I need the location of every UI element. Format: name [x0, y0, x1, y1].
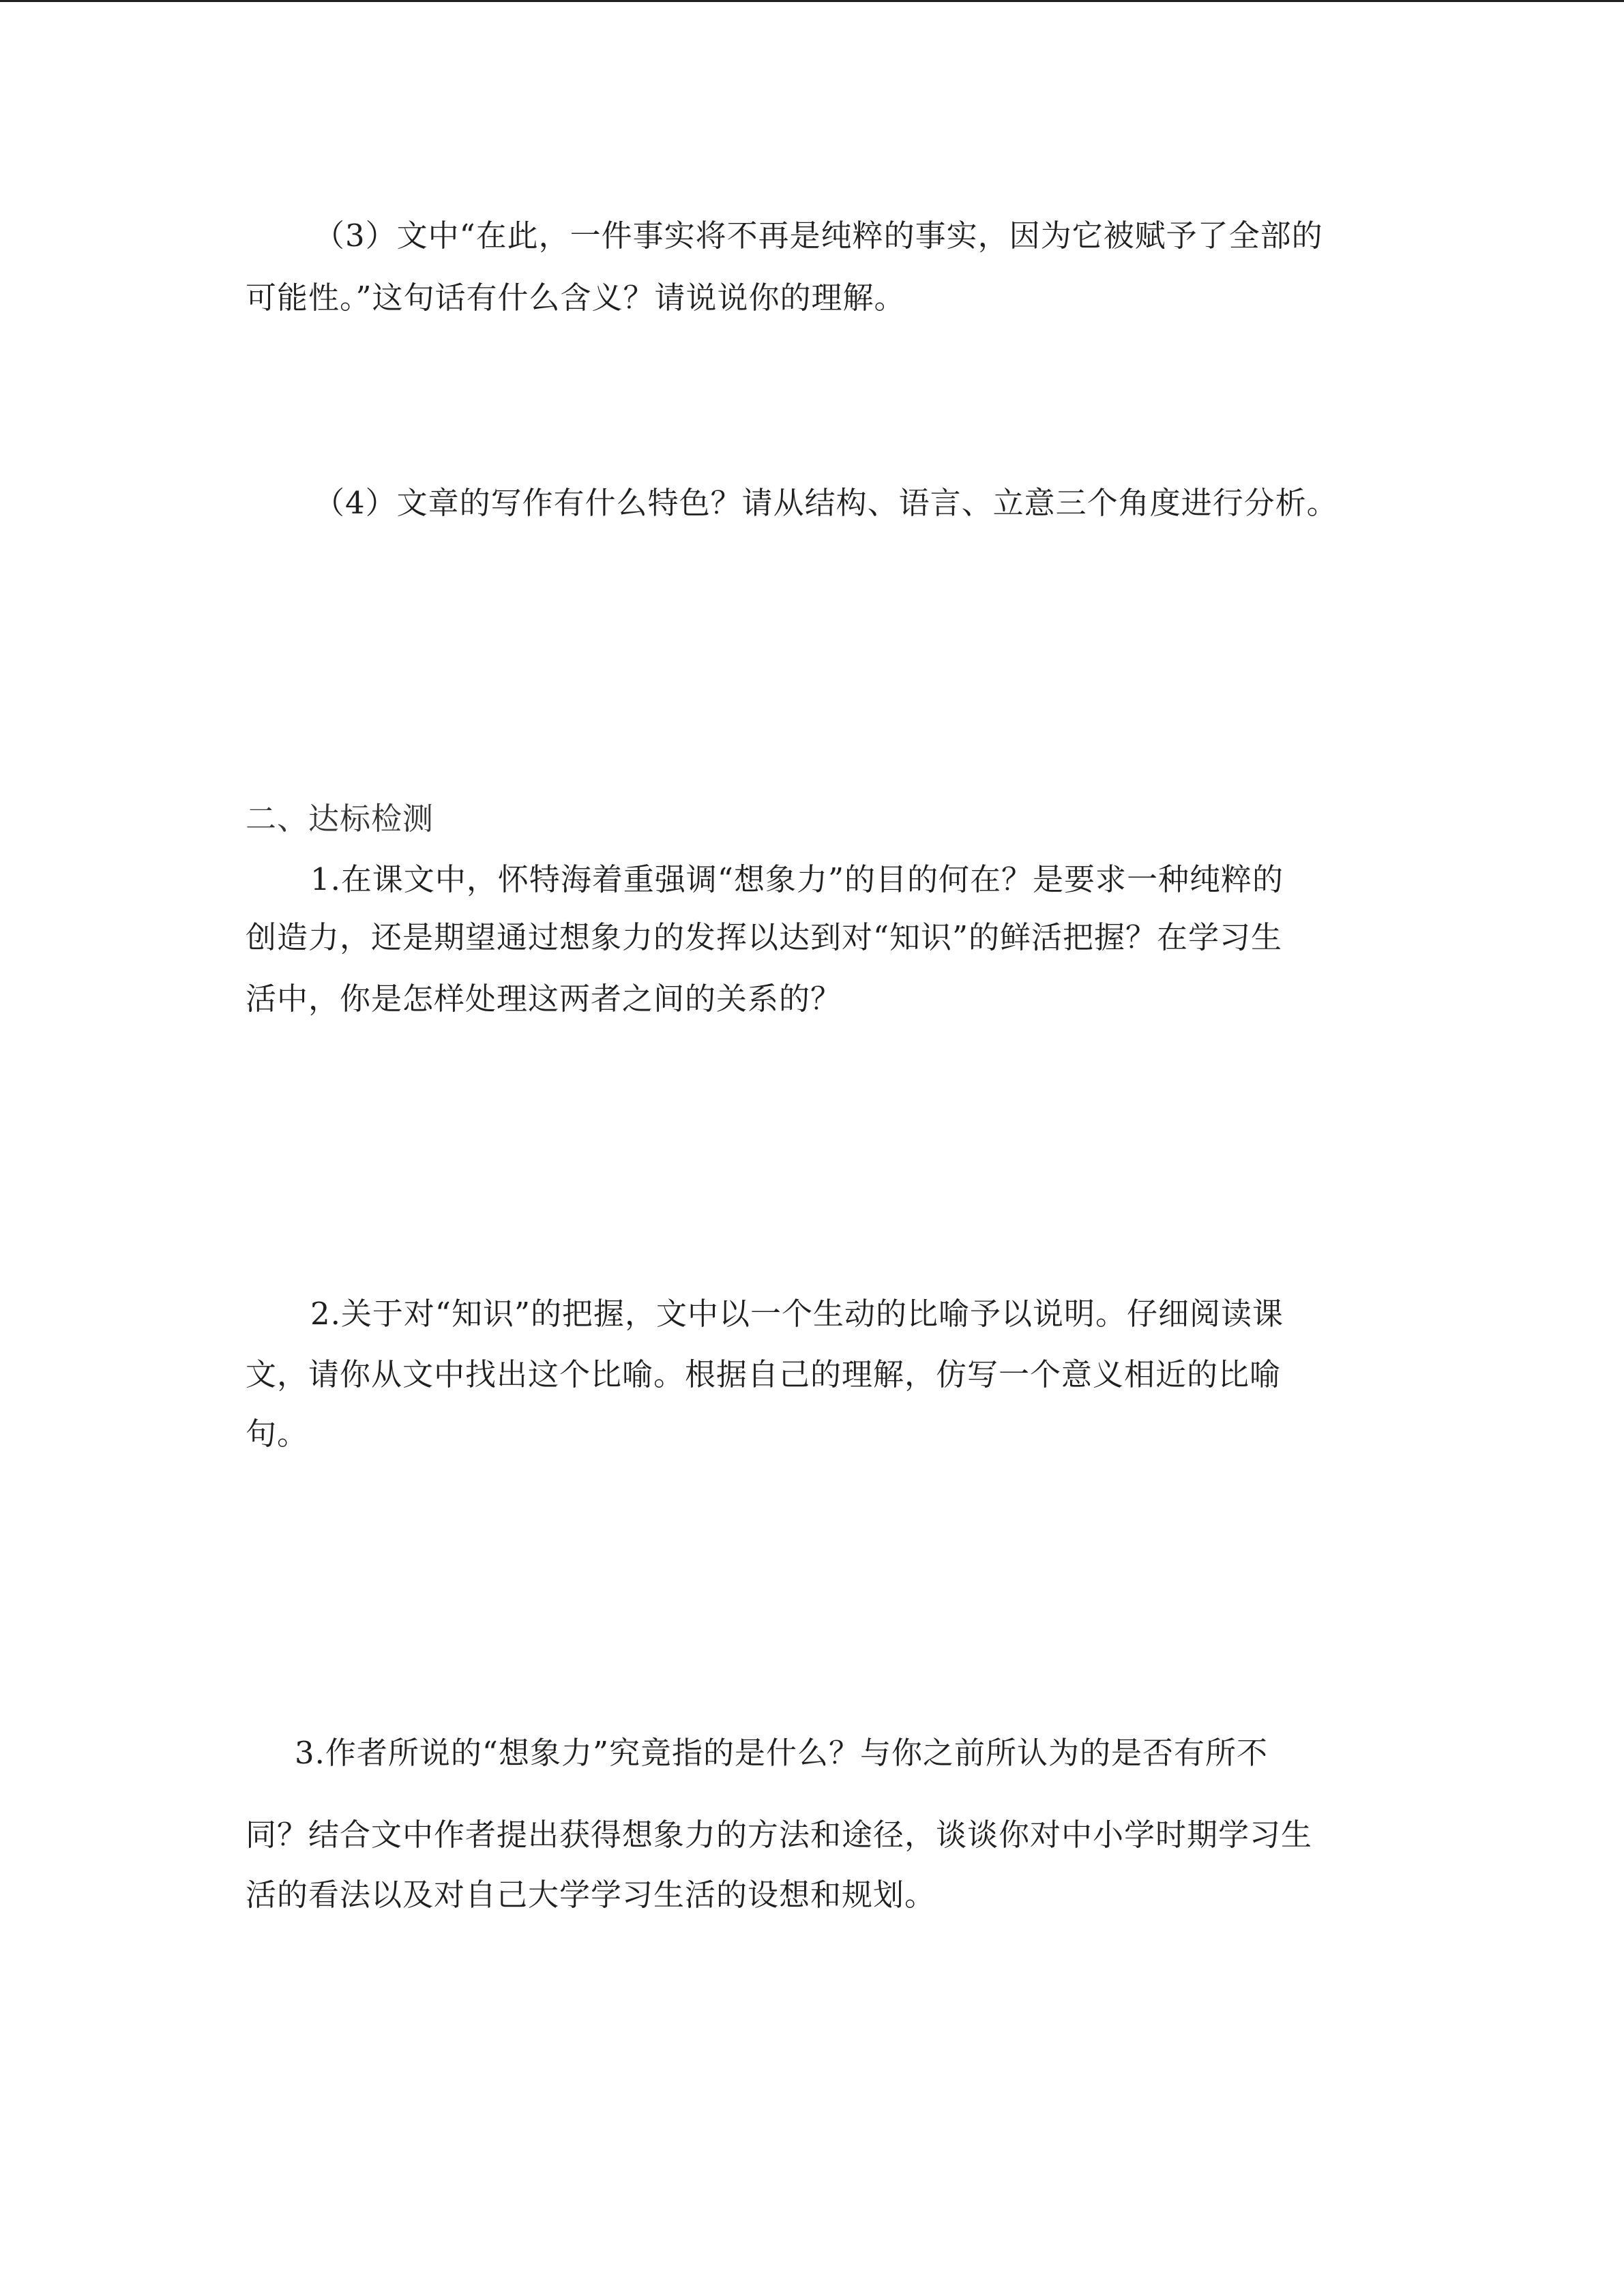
reading-question-3-line-1: （3）文中“在此，一件事实将不再是纯粹的事实，因为它被赋予了全部的	[314, 218, 1323, 254]
section-title-assessment: 二、达标检测	[246, 801, 434, 837]
assessment-question-1-line-1: 1.在课文中，怀特海着重强调“想象力”的目的何在？是要求一种纯粹的	[310, 861, 1284, 897]
assessment-question-2-line-2: 文，请你从文中找出这个比喻。根据自己的理解，仿写一个意义相近的比喻	[246, 1356, 1282, 1392]
reading-question-4: （4）文章的写作有什么特色？请从结构、语言、立意三个角度进行分析。	[314, 485, 1338, 521]
assessment-question-3-line-2: 同？结合文中作者提出获得想象力的方法和途径，谈谈你对中小学时期学习生	[246, 1817, 1313, 1853]
assessment-question-2-line-3: 句。	[246, 1416, 309, 1452]
assessment-question-3-line-1: 3.作者所说的“想象力”究竟指的是什么？与你之前所认为的是否有所不	[295, 1735, 1268, 1771]
assessment-question-1-line-2: 创造力，还是期望通过想象力的发挥以达到对“知识”的鲜活把握？在学习生	[246, 919, 1283, 955]
assessment-question-3-line-3: 活的看法以及对自己大学学习生活的设想和规划。	[246, 1877, 936, 1913]
reading-question-3-line-2: 可能性。”这句话有什么含义？请说说你的理解。	[246, 280, 906, 316]
assessment-question-1-line-3: 活中，你是怎样处理这两者之间的关系的？	[246, 981, 842, 1017]
assessment-question-2-line-1: 2.关于对“知识”的把握，文中以一个生动的比喻予以说明。仔细阅读课	[310, 1296, 1284, 1332]
